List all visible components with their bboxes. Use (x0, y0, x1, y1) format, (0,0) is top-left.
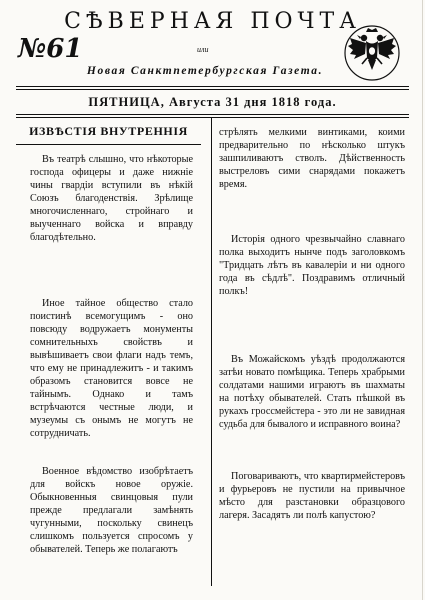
article-paragraph: стрѣлять мелкими винтиками, коими предварительно по нѣсколько штукъ зашпиливаютъ стволъ. Дѣйственность выстреловъ сими снарядами покажетъ время. (219, 127, 405, 190)
article-paragraph: Въ театрѣ слышно, что нѣкоторые господа офицеры и даже нижніе чины гвардіи вступили въ нѣкій Союзъ благоденствія. Зрѣлище многочисленнаго, стройнаго и выученнаго войска и вправду благодѣтельно. (30, 154, 193, 243)
date-rule-bottom-thin (16, 114, 409, 115)
issue-number: №61 (18, 34, 83, 64)
article-paragraph: Поговариваютъ, что квартирмейстеровъ и фурьеровъ не пустили на привычное мѣсто для разстановки образцового лагеря. Засадятъ ли полѣ капустою? (219, 471, 405, 521)
article-paragraph: Иное тайное общество стало поистинѣ всемогущимъ - оно повсюду водружаетъ монументы сомнительныхъ свойствъ и вывѣшиваетъ свои флаги надъ темъ, что ему не принадлежитъ - и такимъ образомъ становится вовсе не тайнымъ. Однако и тамъ встрѣчаются честные люди, и музеумы съ онымъ не могутъ не сотрудничать. (30, 298, 193, 439)
double-headed-eagle-icon (340, 20, 404, 84)
title-conjunction: или (197, 45, 209, 54)
article-paragraph: Военное вѣдомство изобрѣтаетъ для войскъ новое оружіе. Обыкновенныя свинцовыя пули прежде предлагали замѣнять чугунными, поскольку свинецъ слишкомъ пользуется спросомъ у обывателей. Теперь же полагаютъ (30, 466, 193, 555)
article-paragraph: Въ Можайскомъ уѣздѣ продолжаются затѣи новато помѣщика. Теперь храбрыми солдатами нашими играютъ въ шахматы на потѣху обывателей. Стать пѣшкой въ рукахъ гроссмейстера - это ли не завидная судьба для бывалого и исправного воина? (219, 354, 405, 430)
masthead-rule-top-thin (16, 89, 409, 90)
newspaper-subtitle: Новая Санктпетербургская Газета. (86, 65, 324, 77)
section-heading-underline (16, 144, 201, 145)
newspaper-title: СѢВЕРНАЯ ПОЧТА (64, 9, 361, 34)
article-paragraph: Исторія одного чрезвычайно славнаго полка выходитъ нынче подъ заголовкомъ "Тридцать лѣтъ въ кавалеріи и ни одного года въ сѣдлѣ". Поздравимъ отличный полкъ! (219, 234, 405, 297)
section-heading: ИЗВѢСТІЯ ВНУТРЕННІЯ (29, 124, 188, 138)
page-edge (422, 0, 423, 600)
issue-date: ПЯТНИЦА, Августа 31 дня 1818 года. (88, 95, 337, 109)
column-divider (211, 118, 212, 586)
date-rule-bottom (16, 117, 409, 118)
masthead-rule-top (16, 86, 409, 87)
